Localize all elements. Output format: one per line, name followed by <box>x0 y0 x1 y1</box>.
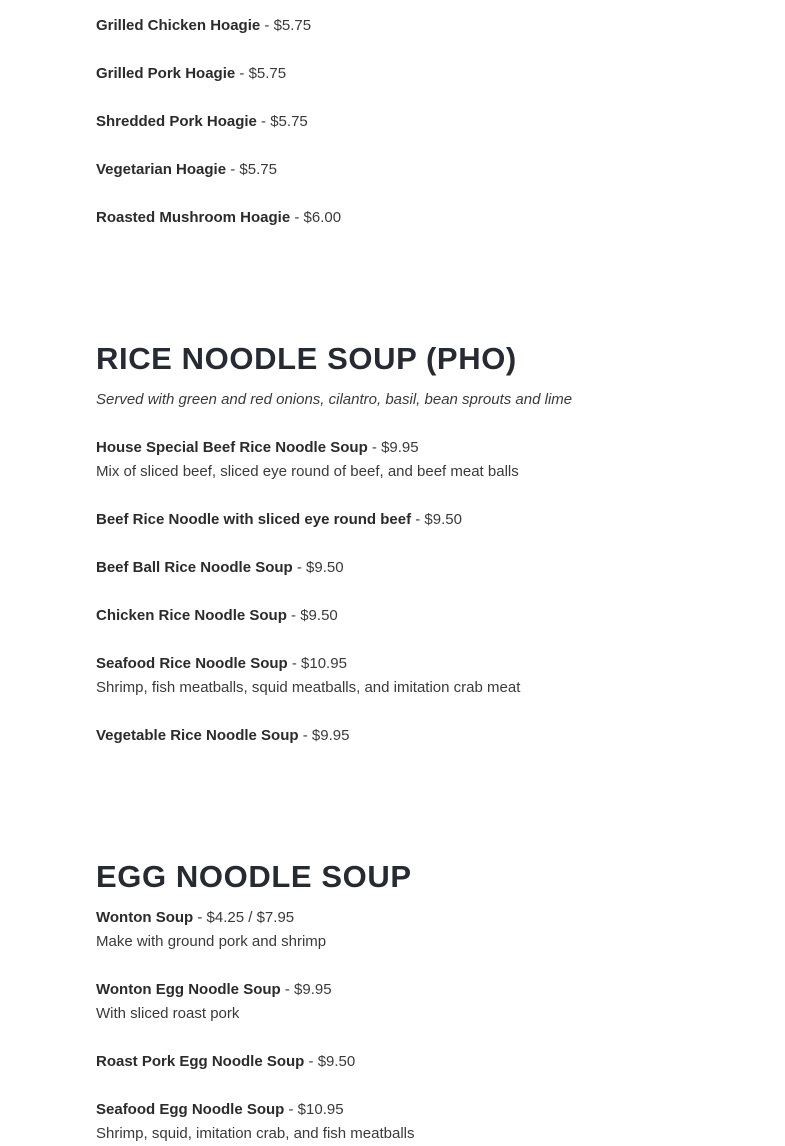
item-price: $9.50 <box>306 559 344 576</box>
item-separator: - <box>226 161 240 178</box>
item-price: $6.00 <box>303 209 342 226</box>
menu-item-beef-eye-round <box>96 508 462 532</box>
item-separator: - <box>290 209 304 226</box>
item-name: House Special Beef Rice Noodle Soup <box>96 439 368 456</box>
item-price: $9.95 <box>311 727 350 744</box>
item-description: With sliced roast pork <box>96 1005 240 1022</box>
item-separator: - <box>260 17 274 34</box>
item-name: Shredded Pork Hoagie <box>96 113 257 130</box>
item-description: Shrimp, squid, imitation crab, and fish meatballs <box>96 1125 415 1142</box>
item-description: Make with ground pork and shrimp <box>96 933 327 950</box>
menu-item-seafood-rice-noodle <box>96 652 347 676</box>
menu-item-shredded-pork-hoagie <box>96 110 308 134</box>
item-separator: - <box>298 727 312 744</box>
menu-item-roast-pork-egg-noodle <box>96 1050 355 1074</box>
item-name: Wonton Soup <box>96 909 194 926</box>
section-title-pho: RICE NOODLE SOUP (PHO) <box>96 341 517 376</box>
item-separator: - <box>235 65 249 82</box>
item-name: Beef Ball Rice Noodle Soup <box>96 559 293 576</box>
menu-item-wonton-egg-noodle <box>96 978 332 1002</box>
item-description: Shrimp, fish meatballs, squid meatballs, and imitation crab meat <box>96 679 521 696</box>
item-separator: - <box>304 1053 318 1070</box>
item-separator: - <box>367 439 382 456</box>
item-price: $9.50 <box>300 607 338 624</box>
menu-item-vegetarian-hoagie <box>96 158 277 182</box>
item-separator: - <box>193 909 207 926</box>
item-description: Mix of sliced beef, sliced eye round of beef, and beef meat balls <box>96 463 519 480</box>
item-price: $9.95 <box>294 981 332 998</box>
menu-item-roasted-mushroom-hoagie <box>96 206 341 230</box>
item-price: $5.75 <box>239 161 277 178</box>
item-separator: - <box>280 981 295 998</box>
item-name: Grilled Pork Hoagie <box>96 65 236 82</box>
section-title-egg-noodle: EGG NOODLE SOUP <box>96 859 412 894</box>
item-separator: - <box>256 113 271 130</box>
item-price: $9.95 <box>381 439 419 456</box>
item-name: Seafood Egg Noodle Soup <box>96 1101 285 1118</box>
item-separator: - <box>286 607 301 624</box>
menu-item-grilled-pork-hoagie <box>96 62 286 86</box>
item-name: Vegetarian Hoagie <box>96 161 227 178</box>
item-name: Chicken Rice Noodle Soup <box>96 607 287 624</box>
item-price: $5.75 <box>270 113 308 130</box>
item-price: $4.25 / $7.95 <box>206 909 295 926</box>
item-name: Wonton Egg Noodle Soup <box>96 981 281 998</box>
menu-item-wonton-soup <box>96 906 294 930</box>
item-name: Beef Rice Noodle with sliced eye round beef <box>96 511 412 528</box>
item-separator: - <box>287 655 302 672</box>
menu-item-house-special-beef <box>96 436 419 460</box>
item-name: Roast Pork Egg Noodle Soup <box>96 1053 305 1070</box>
item-name: Vegetable Rice Noodle Soup <box>96 727 299 744</box>
item-separator: - <box>411 511 425 528</box>
item-price: $5.75 <box>273 17 312 34</box>
item-price: $5.75 <box>248 65 287 82</box>
item-price: $10.95 <box>301 655 347 672</box>
menu-item-beef-ball <box>96 556 344 580</box>
item-separator: - <box>284 1101 298 1118</box>
item-name: Seafood Rice Noodle Soup <box>96 655 288 672</box>
menu-item-vegetable-rice-noodle <box>96 724 349 748</box>
item-price: $9.50 <box>424 511 462 528</box>
item-price: $9.50 <box>317 1053 356 1070</box>
menu-item-chicken-rice-noodle <box>96 604 338 628</box>
item-price: $10.95 <box>297 1101 344 1118</box>
section-subtitle-pho: Served with green and red onions, cilantro, basil, bean sprouts and lime <box>96 391 573 408</box>
item-separator: - <box>292 559 307 576</box>
item-name: Roasted Mushroom Hoagie <box>96 209 291 226</box>
menu-item-grilled-chicken-hoagie <box>96 14 311 38</box>
item-name: Grilled Chicken Hoagie <box>96 17 261 34</box>
menu-item-seafood-egg-noodle <box>96 1098 344 1122</box>
